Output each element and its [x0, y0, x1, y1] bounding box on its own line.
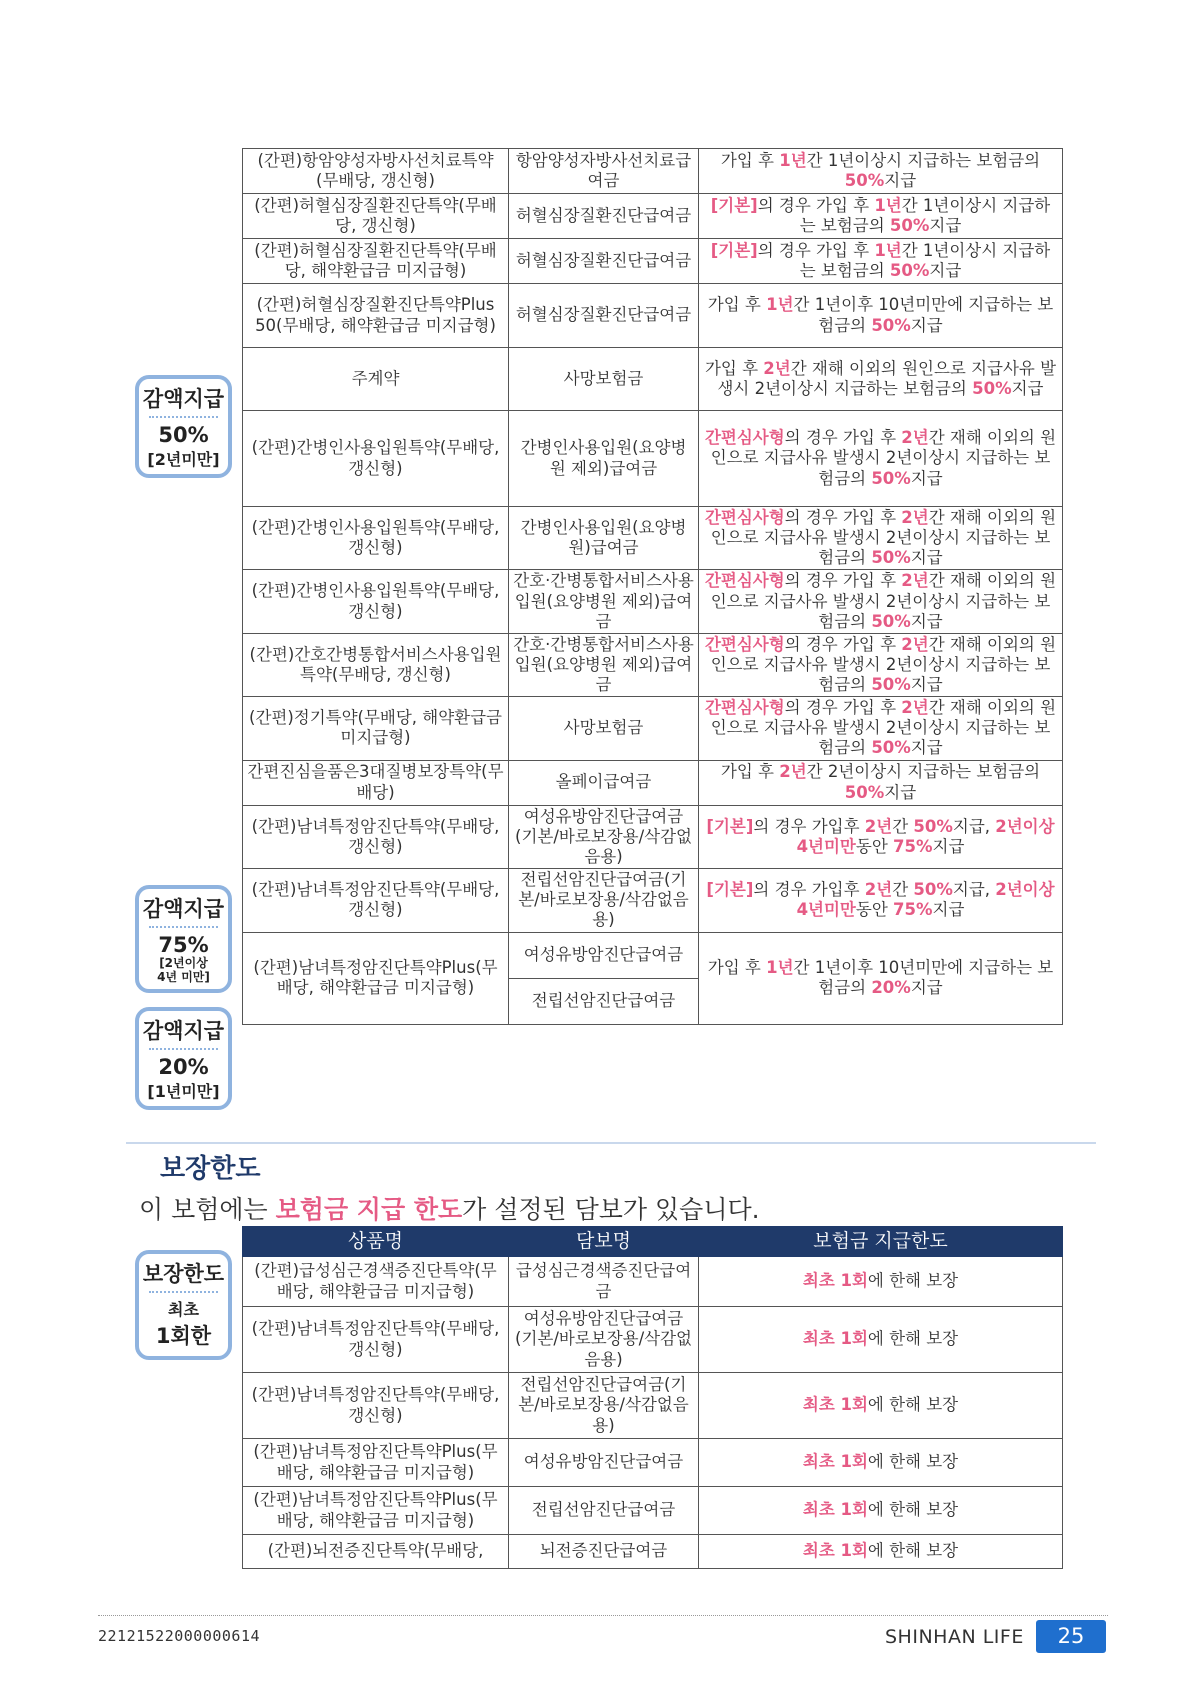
text-run: 에 한해 보장: [867, 1271, 959, 1291]
badge-subtitle: [2년미만]: [147, 450, 220, 469]
badge-value: 50%: [158, 423, 209, 447]
highlight-text: 1년: [766, 295, 794, 315]
highlight-text: 2년: [901, 571, 929, 591]
text-run: 동안: [855, 900, 894, 920]
payment-condition: [699, 570, 1063, 633]
badge-title: 감액지급: [142, 897, 225, 921]
payment-condition: [699, 932, 1063, 1024]
product-name: (간편)허혈심장질환진단특약(무배당, 해약환급금 미지급형): [243, 239, 509, 284]
badge-subtitle: [1년미만]: [147, 1082, 220, 1101]
coverage-limit-table: [242, 1226, 1063, 1569]
highlight-text: 75%: [893, 836, 933, 856]
highlight-text: 최초 1회: [802, 1395, 868, 1415]
highlight-text: [기본]: [706, 880, 754, 900]
badge-value: 20%: [158, 1055, 209, 1079]
payment-condition: [699, 239, 1063, 284]
text-run: 의 경우 가입후: [753, 880, 865, 900]
badge-subtitle-line1: [2년이상: [159, 956, 208, 970]
coverage-limit-table-body: [243, 1257, 1063, 1569]
text-run: 간 재해 이외의 원인으로 지급사유 발생시 2년이상시 지급하는 보험금의: [710, 428, 1057, 488]
highlight-text: 1년: [766, 958, 794, 978]
highlight-text: 최초 1회: [802, 1452, 868, 1472]
table-row: [243, 194, 1063, 239]
highlight-text: 2년: [763, 358, 791, 378]
text-run: 간 1년이상시 지급하는 보험금의: [806, 150, 1041, 170]
benefit-name: 간호·간병통합서비스사용입원(요양병원 제외)급여금: [509, 570, 699, 633]
product-name: (간편)항암양성자방사선치료특약(무배당, 갱신형): [243, 149, 509, 194]
text-run: 가입 후: [704, 358, 764, 378]
text-run: 지급: [929, 216, 962, 235]
text-run: 지급,: [952, 816, 996, 836]
table-row: [243, 932, 1063, 978]
highlight-text: 간편심사형: [704, 634, 785, 654]
document-code: 22121522000000614: [98, 1627, 261, 1645]
highlight-text: 2년: [864, 816, 893, 836]
text-run: 의 경우 가입 후: [757, 240, 875, 260]
text-run: 간: [892, 816, 914, 836]
table-row: [243, 1535, 1063, 1569]
text-run: 지급: [932, 900, 965, 920]
text-run: 지급: [884, 171, 917, 190]
benefit-name: 급성심근경색증진단급여금: [509, 1257, 699, 1307]
highlight-text: 50%: [972, 379, 1012, 398]
badge-coverage-limit: [135, 1250, 232, 1360]
table-row: [243, 1373, 1063, 1439]
payment-condition: [699, 149, 1063, 194]
table-row: [243, 284, 1063, 348]
product-name: 주계약: [243, 348, 509, 411]
benefit-name: 항암양성자방사선치료급여금: [509, 149, 699, 194]
highlight-text: 최초 1회: [802, 1271, 868, 1291]
highlight-text: 간편심사형: [704, 508, 785, 527]
product-name: 간편진심을품은3대질병보장특약(무배당): [243, 760, 509, 805]
product-name: (간편)남녀특정암진단특약(무배당, 갱신형): [243, 1373, 509, 1439]
text-run: 가입 후: [720, 762, 780, 782]
text-run: 간 1년이상시 지급하는 보험금의: [799, 240, 1051, 280]
badge-value: 75%: [158, 933, 209, 957]
benefit-name: 뇌전증진단급여금: [509, 1535, 699, 1569]
highlight-text: 75%: [893, 900, 933, 920]
benefit-name: 여성유방암진단급여금(기본/바로보장용/삭감없음용): [509, 1307, 699, 1373]
badge-reduction-50: [135, 375, 232, 478]
benefit-name: 간병인사용입원(요양병원)급여금: [509, 507, 699, 570]
text-run: 의 경우 가입 후: [784, 428, 902, 448]
header-benefit: 담보명: [509, 1227, 699, 1257]
text-run: 동안: [855, 836, 894, 856]
text-run: 지급: [929, 261, 962, 280]
highlight-text: 50%: [871, 548, 911, 568]
table-row: [243, 1257, 1063, 1307]
benefit-name: 여성유방암진단급여금: [509, 1439, 699, 1487]
highlight-text: 1년: [779, 150, 807, 170]
badge-reduction-20: [135, 1007, 232, 1110]
table-row: [243, 348, 1063, 411]
highlight-text: 2년: [901, 698, 929, 718]
text-run: 의 경우 가입 후: [784, 634, 902, 654]
highlight-text: [기본]: [710, 240, 758, 260]
highlight-text: 20%: [871, 978, 911, 998]
payment-condition: [699, 411, 1063, 507]
text-run: 지급: [910, 675, 943, 694]
header-limit: 보험금 지급한도: [699, 1227, 1063, 1257]
text-run: 지급: [910, 315, 943, 335]
text-run: 가입 후: [707, 958, 767, 978]
table-row: [243, 1487, 1063, 1535]
payment-limit: [699, 1373, 1063, 1439]
benefit-name: 전립선암진단급여금: [509, 978, 699, 1024]
highlight-text: 2년: [864, 880, 893, 900]
page-number: 25: [1036, 1620, 1106, 1653]
benefit-name: 간호·간병통합서비스사용입원(요양병원 제외)급여금: [509, 633, 699, 696]
badge-title: 보장한도: [142, 1262, 225, 1286]
highlight-text: 50%: [913, 816, 953, 836]
highlight-text: 50%: [871, 468, 911, 488]
badge-subtitle-line2: 4년 미만]: [157, 969, 210, 984]
product-name: (간편)뇌전증진단특약(무배당,: [243, 1535, 509, 1569]
highlight-text: 50%: [889, 216, 930, 235]
text-run: 지급: [910, 738, 943, 758]
text-run: 간 재해 이외의 원인으로 지급사유 발생시 2년이상시 지급하는 보험금의: [710, 698, 1057, 758]
product-name: (간편)남녀특정암진단특약Plus(무배당, 해약환급금 미지급형): [243, 1487, 509, 1535]
text-run: 지급: [910, 611, 943, 631]
payment-limit: [699, 1487, 1063, 1535]
product-name: (간편)간병인사용입원특약(무배당, 갱신형): [243, 507, 509, 570]
table-row: [243, 868, 1063, 932]
text-run: 지급: [910, 548, 943, 568]
text-run: 간 재해 이외의 원인으로 지급사유 발생시 2년이상시 지급하는 보험금의: [710, 571, 1057, 631]
section-intro: [139, 1190, 760, 1226]
benefit-name: 전립선암진단급여금(기본/바로보장용/삭감없음용): [509, 1373, 699, 1439]
benefit-name: 허혈심장질환진단급여금: [509, 284, 699, 348]
text-run: 간 2년이상시 지급하는 보험금의: [806, 762, 1041, 782]
table-row: [243, 570, 1063, 633]
text-run: 이 보험에는: [139, 1195, 276, 1224]
text-run: 지급: [910, 468, 943, 488]
highlight-text: [기본]: [710, 195, 758, 215]
highlight-text: 간편심사형: [704, 571, 785, 591]
payment-limit: [699, 1439, 1063, 1487]
text-run: 의 경우 가입 후: [784, 571, 902, 591]
highlight-text: [기본]: [706, 816, 754, 836]
table-row: [243, 633, 1063, 696]
table-row: [243, 697, 1063, 760]
highlight-text: 최초 1회: [802, 1329, 868, 1349]
highlight-text: 간편심사형: [704, 698, 785, 718]
text-run: 간 1년이후 10년미만에 지급하는 보험금의: [793, 958, 1054, 998]
text-run: 에 한해 보장: [867, 1452, 959, 1472]
benefit-name: 여성유방암진단급여금: [509, 932, 699, 978]
text-run: 에 한해 보장: [867, 1329, 959, 1349]
benefit-name: 허혈심장질환진단급여금: [509, 239, 699, 284]
text-run: 지급: [910, 978, 943, 998]
payment-limit: [699, 1535, 1063, 1569]
benefit-name: 여성유방암진단급여금(기본/바로보장용/삭감없음용): [509, 805, 699, 868]
text-run: 지급: [1011, 379, 1044, 398]
badge-title: 감액지급: [142, 387, 225, 411]
highlight-text: 2년이상 4년미만: [796, 880, 1055, 920]
text-run: 의 경우 가입 후: [757, 195, 875, 215]
product-name: (간편)남녀특정암진단특약Plus(무배당, 해약환급금 미지급형): [243, 932, 509, 1024]
highlight-text: 50%: [871, 315, 911, 335]
product-name: (간편)남녀특정암진단특약Plus(무배당, 해약환급금 미지급형): [243, 1439, 509, 1487]
text-run: 에 한해 보장: [867, 1500, 959, 1520]
product-name: (간편)간병인사용입원특약(무배당, 갱신형): [243, 570, 509, 633]
badge-subtitle: 1회한: [155, 1324, 212, 1348]
benefit-name: 전립선암진단급여금(기본/바로보장용/삭감없음용): [509, 868, 699, 932]
text-run: 에 한해 보장: [867, 1541, 959, 1561]
payment-condition: [699, 697, 1063, 760]
product-name: (간편)간호간병통합서비스사용입원특약(무배당, 갱신형): [243, 633, 509, 696]
text-run: 간 재해 이외의 원인으로 지급사유 발생시 2년이상시 지급하는 보험금의: [717, 358, 1057, 398]
highlight-text: 50%: [913, 880, 953, 900]
text-run: 에 한해 보장: [867, 1395, 959, 1415]
brand-name: SHINHAN LIFE: [885, 1626, 1024, 1648]
text-run: 의 경우 가입 후: [784, 508, 902, 527]
product-name: (간편)남녀특정암진단특약(무배당, 갱신형): [243, 1307, 509, 1373]
highlight-text: 50%: [844, 171, 885, 190]
highlight-text: 2년: [779, 762, 807, 782]
table-row: [243, 1439, 1063, 1487]
product-name: (간편)허혈심장질환진단특약Plus 50(무배당, 해약환급금 미지급형): [243, 284, 509, 348]
table-row: [243, 805, 1063, 868]
product-name: (간편)허혈심장질환진단특약(무배당, 갱신형): [243, 194, 509, 239]
highlight-text: 50%: [889, 261, 930, 280]
highlight-text: 2년: [901, 428, 929, 448]
highlight-text: 간편심사형: [704, 428, 785, 448]
table-header-row: [243, 1227, 1063, 1257]
payment-condition: [699, 284, 1063, 348]
payment-condition: [699, 633, 1063, 696]
payment-condition: [699, 868, 1063, 932]
section-title: 보장한도: [160, 1154, 261, 1184]
benefit-name: 간병인사용입원(요양병원 제외)급여금: [509, 411, 699, 507]
text-run: 간: [892, 880, 914, 900]
product-name: (간편)남녀특정암진단특약(무배당, 갱신형): [243, 805, 509, 868]
product-name: (간편)간병인사용입원특약(무배당, 갱신형): [243, 411, 509, 507]
text-run: 간 1년이후 10년미만에 지급하는 보험금의: [793, 295, 1054, 335]
text-run: 지급: [884, 782, 917, 802]
table-row: [243, 239, 1063, 284]
badge-value: 최초: [168, 1300, 199, 1319]
table-row: [243, 411, 1063, 507]
highlight-text: 2년: [901, 634, 929, 654]
text-run: 지급,: [952, 880, 996, 900]
payment-condition: [699, 805, 1063, 868]
table-row: [243, 760, 1063, 805]
payment-condition: [699, 194, 1063, 239]
highlight-text: 50%: [871, 675, 911, 694]
reduction-table: [242, 148, 1063, 1025]
highlight-text: 보험금 지급 한도: [275, 1195, 463, 1224]
product-name: (간편)급성심근경색증진단특약(무배당, 해약환급금 미지급형): [243, 1257, 509, 1307]
text-run: 간 1년이상시 지급하는 보험금의: [799, 195, 1051, 235]
table-row: [243, 1307, 1063, 1373]
text-run: 가 설정된 담보가 있습니다.: [462, 1195, 760, 1224]
footer-divider: [98, 1615, 1108, 1616]
product-name: (간편)남녀특정암진단특약(무배당, 갱신형): [243, 868, 509, 932]
highlight-text: 50%: [871, 738, 911, 758]
highlight-text: 2년이상 4년미만: [796, 816, 1055, 856]
text-run: 간 재해 이외의 원인으로 지급사유 발생시 2년이상시 지급하는 보험금의: [710, 634, 1057, 694]
payment-limit: [699, 1257, 1063, 1307]
badge-title: 감액지급: [142, 1019, 225, 1043]
benefit-name: 사망보험금: [509, 348, 699, 411]
text-run: 의 경우 가입후: [753, 816, 865, 836]
highlight-text: 2년: [901, 508, 929, 527]
highlight-text: 50%: [844, 782, 885, 802]
payment-limit: [699, 1307, 1063, 1373]
badge-reduction-75: [135, 885, 232, 993]
product-name: (간편)정기특약(무배당, 해약환급금 미지급형): [243, 697, 509, 760]
text-run: 의 경우 가입 후: [784, 698, 902, 718]
section-divider: [126, 1142, 1096, 1144]
payment-condition: [699, 760, 1063, 805]
table-row: [243, 507, 1063, 570]
table-row: [243, 149, 1063, 194]
text-run: 가입 후: [707, 295, 767, 315]
payment-condition: [699, 348, 1063, 411]
highlight-text: 1년: [874, 195, 902, 215]
benefit-name: 사망보험금: [509, 697, 699, 760]
highlight-text: 1년: [874, 240, 902, 260]
highlight-text: 최초 1회: [802, 1541, 868, 1561]
highlight-text: 최초 1회: [802, 1500, 868, 1520]
text-run: 지급: [932, 836, 965, 856]
benefit-name: 올페이급여금: [509, 760, 699, 805]
payment-condition: [699, 507, 1063, 570]
reduction-table-body: [243, 149, 1063, 1025]
highlight-text: 50%: [871, 611, 911, 631]
header-product: 상품명: [243, 1227, 509, 1257]
text-run: 가입 후: [720, 150, 780, 170]
benefit-name: 허혈심장질환진단급여금: [509, 194, 699, 239]
benefit-name: 전립선암진단급여금: [509, 1487, 699, 1535]
text-run: 간 재해 이외의 원인으로 지급사유 발생시 2년이상시 지급하는 보험금의: [710, 508, 1057, 568]
